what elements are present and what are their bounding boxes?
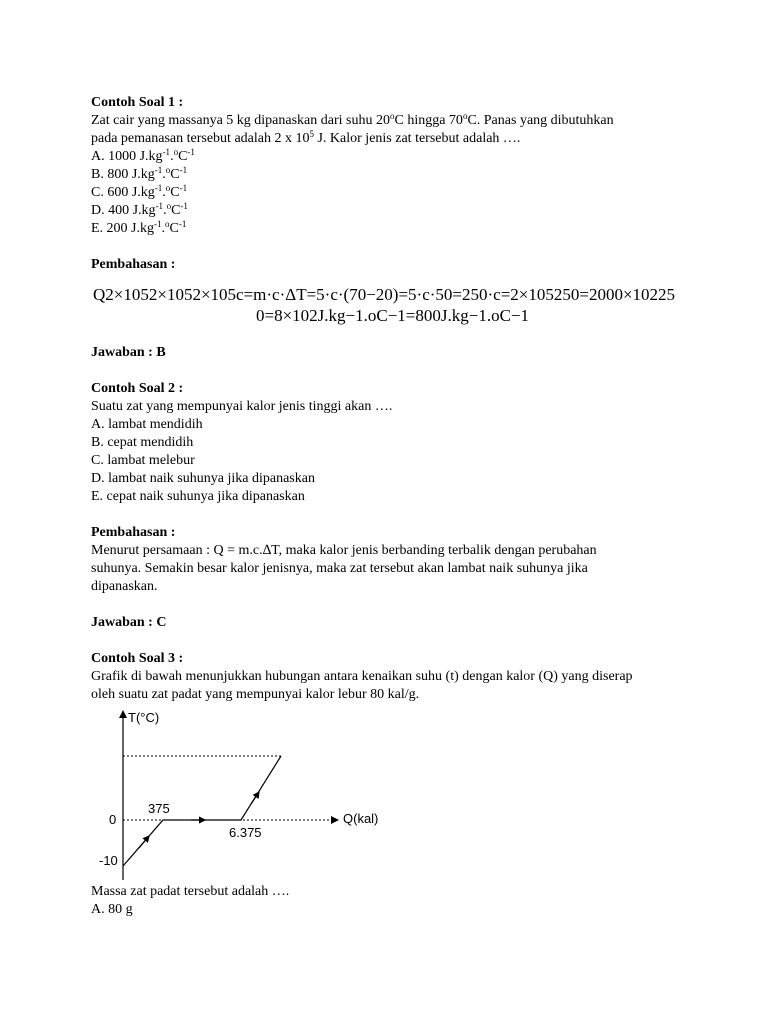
soal2-pembahasan-line: dipanaskan.: [91, 579, 158, 594]
soal2-pembahasan-line: suhunya. Semakin besar kalor jenisnya, maka zat tersebut akan lambat naik suhunya jika: [91, 561, 588, 576]
y-tick-zero: 0: [109, 812, 117, 827]
soal2-option: B. cepat mendidih: [91, 435, 194, 450]
soal3-question-line: Grafik di bawah menunjukkan hubungan antara kenaikan suhu (t) dengan kalor (Q) yang diserap: [91, 669, 633, 684]
y-axis-label: T(°C): [128, 710, 160, 725]
soal2-option: D. lambat naik suhunya jika dipanaskan: [91, 471, 315, 486]
soal1-option: B. 800 $J.kg^{-1}.^oC^{-1}$: [91, 165, 188, 182]
soal2-option: E. cepat naik suhunya jika dipanaskan: [91, 489, 305, 504]
soal1-text-line2: pada pemanasan tersebut adalah 2 x $10^5$ J. Kalor jenis zat tersebut adalah ….: [91, 129, 521, 146]
soal2-title: Contoh Soal 2 :: [91, 381, 184, 396]
soal2-question: Suatu zat yang mempunyai kalor jenis tinggi akan ….: [91, 399, 393, 414]
direction-arrow-icon: [251, 792, 259, 804]
soal2-jawaban: Jawaban : C: [91, 615, 167, 630]
soal2-option: A. lambat mendidih: [91, 417, 203, 432]
x-tick-375: 375: [148, 801, 170, 816]
formula-line2: 0=8×102J.kg−1.oC−1=800J.kg−1.oC−1: [256, 306, 530, 325]
soal3-title: Contoh Soal 3 :: [91, 651, 184, 666]
x-axis-label: Q(kal): [343, 811, 379, 826]
direction-arrow-icon: [139, 836, 149, 848]
graph-svg: [91, 708, 491, 883]
soal1-formula: [91, 284, 691, 326]
y-axis-arrow-icon: [119, 710, 127, 718]
soal1-option: C. 600 $J.kg^{-1}.^oC^{-1}$: [91, 183, 188, 200]
data-line: [123, 756, 281, 866]
x-tick-6375: 6.375: [229, 825, 262, 840]
soal1-option: D. 400 $J.kg^{-1}.^oC^{-1}$: [91, 201, 188, 218]
x-axis-arrow-icon: [331, 816, 339, 824]
temperature-heat-graph: [91, 708, 491, 883]
soal1-pembahasan-title: Pembahasan :: [91, 257, 176, 272]
soal1-text-line1: Zat cair yang massanya 5 kg dipanaskan dari suhu 20$^o$C hingga 70$^o$C. Panas yang dibutuhkan: [91, 111, 614, 128]
soal3-followup: Massa zat padat tersebut adalah ….: [91, 884, 290, 899]
soal1-option: E. 200 $J.kg^{-1}.^oC^{-1}$: [91, 219, 187, 236]
document-page: [91, 94, 691, 919]
soal3-option: A. 80 g: [91, 902, 133, 917]
soal2-pembahasan-line: Menurut persamaan : Q = m.c.∆T, maka kalor jenis berbanding terbalik dengan perubahan: [91, 543, 597, 558]
soal2-option: C. lambat melebur: [91, 453, 195, 468]
soal2-pembahasan-title: Pembahasan :: [91, 525, 176, 540]
soal1-jawaban: Jawaban : B: [91, 345, 166, 360]
soal1-option: A. 1000 $J.kg^{-1}.^oC^{-1}$: [91, 147, 195, 164]
soal3-question-line: oleh suatu zat padat yang mempunyai kalor lebur 80 kal/g.: [91, 687, 420, 702]
formula-line1: Q2×1052×1052×105c=m·c·ΔT=5·c·(70−20)=5·c·50=250·c=2×105250=2000×10225: [93, 285, 676, 304]
soal1-title: Contoh Soal 1 :: [91, 95, 184, 110]
y-tick-minus10: -10: [99, 853, 118, 868]
